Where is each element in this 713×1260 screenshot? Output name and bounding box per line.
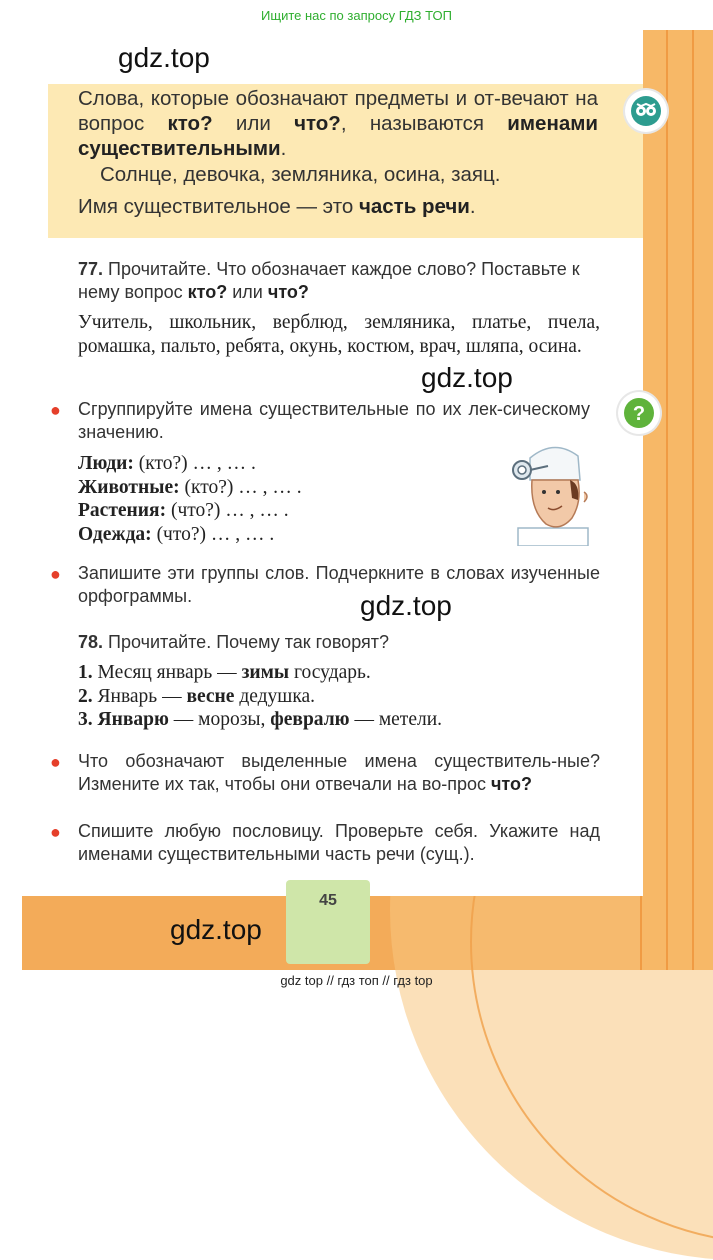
- task-text: или: [227, 282, 268, 302]
- group-rest: (что?) … , … .: [166, 500, 289, 521]
- question-glyph: [624, 398, 654, 428]
- theory-text: Имя существительное — это: [78, 195, 359, 218]
- theory-term: именами существительными: [78, 112, 598, 160]
- theory-text: .: [469, 195, 476, 218]
- task-78-bullet-2: Спишите любую пословицу. Проверьте себя. Укажите над именами существительными часть речи (сущ.).: [78, 821, 600, 864]
- watermark: gdz.top: [360, 590, 452, 621]
- bullet-marker: ●: [50, 564, 61, 584]
- task-78-bullet-1: [78, 750, 600, 795]
- task-78-proverbs: [78, 661, 578, 732]
- task-77-bullet-1: Сгруппируйте имена существительные по их лек-сическому значению.: [78, 399, 590, 442]
- proverb-text: — метели.: [349, 709, 443, 730]
- theory-definition: [78, 86, 598, 161]
- doctor-illustration: [508, 440, 600, 546]
- group-rest: (что?) … , … .: [151, 523, 275, 545]
- watermark: gdz.top: [118, 42, 210, 73]
- theory-box: [48, 84, 643, 238]
- proverb-3: [78, 708, 578, 732]
- owl-glyph: [631, 96, 661, 126]
- page-number: 45: [319, 892, 337, 909]
- question-icon: [618, 392, 660, 434]
- bullet-marker: ●: [50, 400, 61, 420]
- task-text: Прочитайте. Почему так говорят?: [103, 632, 390, 652]
- task-77-bullet-2: Запишите эти группы слов. Подчеркните в словах изученные орфограммы.: [78, 563, 600, 606]
- theory-examples: Солнце, девочка, земляника, осина, заяц.: [100, 163, 501, 186]
- task-number: 77.: [78, 259, 104, 279]
- task-kto: кто?: [187, 282, 228, 302]
- group-rest: (кто?) … , … .: [133, 453, 256, 474]
- task-number: 78.: [78, 632, 104, 652]
- group-label: Растения:: [78, 500, 167, 521]
- bullet-marker: ●: [50, 752, 61, 772]
- task-78-instruction: [78, 631, 598, 654]
- orange-stripes: [640, 30, 713, 970]
- proverb-number: 1.: [78, 662, 93, 683]
- group-people: [78, 452, 398, 476]
- group-label: Одежда:: [78, 523, 152, 545]
- theory-term-part-of-speech: часть речи: [358, 195, 470, 218]
- proverb-2: [78, 685, 578, 709]
- proverb-1: [78, 661, 578, 685]
- theory-rule: [78, 194, 598, 219]
- proverb-text: Месяц январь —: [92, 662, 242, 683]
- group-plants: [78, 499, 398, 523]
- theory-or: или: [212, 112, 295, 135]
- proverb-number: 2.: [78, 685, 93, 707]
- bullet-text: Что обозначают выделенные имена существитель-ные? Измените их так, чтобы они отвечали на во-прос: [78, 751, 600, 794]
- group-label: Животные:: [78, 476, 180, 498]
- theory-kto: кто?: [167, 112, 213, 135]
- proverb-highlight: Январю: [97, 709, 169, 730]
- watermark: gdz.top: [170, 914, 262, 945]
- proverb-text: — морозы,: [168, 709, 271, 730]
- group-clothes: [78, 523, 398, 547]
- proverb-highlight: зимы: [241, 662, 290, 683]
- proverb-text: государь.: [289, 662, 371, 683]
- bullet-marker: ●: [50, 822, 61, 842]
- proverb-text: Январь —: [92, 685, 187, 707]
- group-rest: (кто?) … , … .: [179, 476, 302, 498]
- theory-text: , называются: [340, 112, 508, 135]
- bullet-chto: что?: [490, 773, 532, 794]
- proverb-highlight: весне: [186, 685, 235, 707]
- group-animals: [78, 476, 398, 500]
- bottom-banner[interactable]: gdz top // гдз топ // гдз top: [280, 973, 433, 988]
- theory-text: .: [280, 137, 287, 160]
- proverb-highlight: февралю: [270, 709, 350, 730]
- proverb-text: дедушка.: [234, 685, 316, 707]
- theory-text: Слова, которые обозначают предметы и от-вечают на вопрос: [78, 87, 598, 135]
- task-77-groups: [78, 452, 398, 546]
- task-chto: что?: [267, 282, 309, 302]
- watermark: gdz.top: [421, 362, 513, 393]
- task-text: Прочитайте. Что обозначает каждое слово? Поставьте к нему вопрос: [78, 259, 580, 302]
- proverb-number: 3.: [78, 709, 93, 730]
- theory-chto: что?: [294, 112, 341, 135]
- top-banner[interactable]: Ищите нас по запросу ГДЗ ТОП: [261, 8, 452, 23]
- owl-icon: [625, 90, 667, 132]
- svg-text:?: ?: [632, 403, 646, 425]
- group-label: Люди:: [78, 453, 134, 474]
- task-77-words: Учитель, школьник, верблюд, земляника, платье, пчела, ромашка, пальто, ребята, окунь, костюм, врач, шляпа, осина.: [78, 312, 600, 357]
- task-77-instruction: [78, 258, 598, 304]
